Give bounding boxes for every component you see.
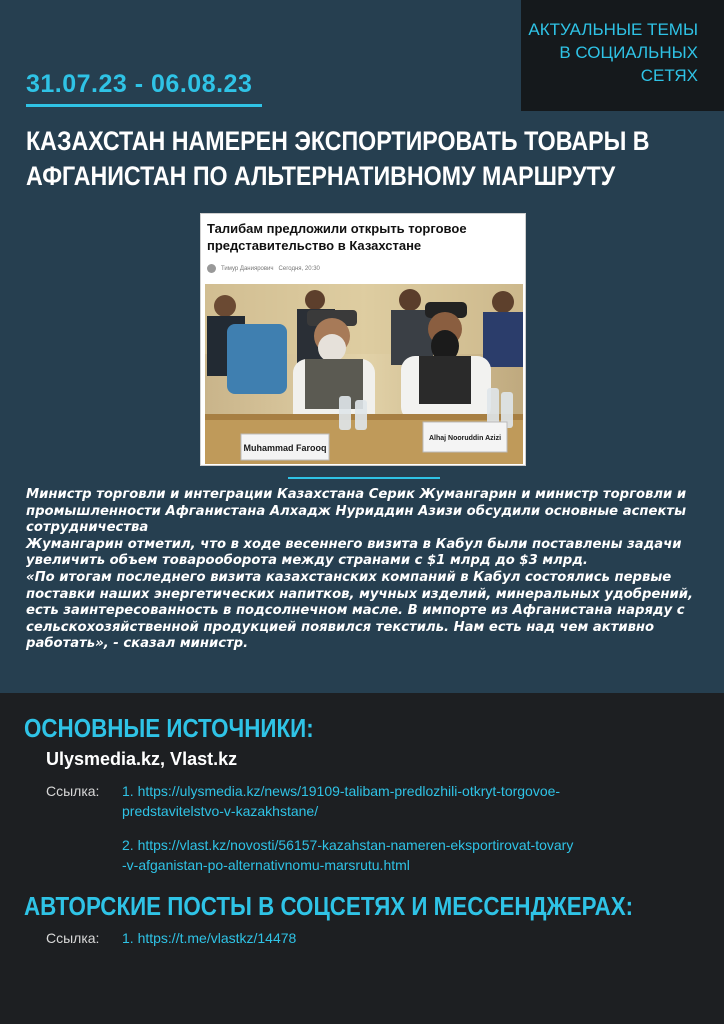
news-time: Сегодня, 20:30 (278, 265, 320, 272)
author-posts-title: АВТОРСКИЕ ПОСТЫ В СОЦСЕТЯХ И МЕССЕНДЖЕРАХ: (24, 891, 634, 921)
sources-title: ОСНОВНЫЕ ИСТОЧНИКИ: (24, 713, 314, 743)
source-link-1-line-1[interactable]: 1. https://ulysmedia.kz/news/19109-talibam-predlozhili-otkryt-torgovoe- (122, 783, 561, 799)
nameplate-right: Alhaj Nooruddin Azizi (428, 435, 502, 442)
badge-line-2: В СОЦИАЛЬНЫХ (559, 43, 698, 62)
news-title: Талибам предложили открыть торговое представительство в Казахстане (207, 221, 467, 253)
badge-line-3: СЕТЯХ (640, 66, 698, 85)
headline: КАЗАХСТАН НАМЕРЕН ЭКСПОРТИРОВАТЬ ТОВАРЫ В АФГАНИСТАН ПО АЛЬТЕРНАТИВНОМУ МАРШРУТУ (26, 126, 650, 191)
news-screenshot (200, 213, 526, 466)
date-underline (26, 104, 262, 107)
date-range: 31.07.23 - 06.08.23 (26, 70, 253, 98)
topics-badge (521, 0, 724, 111)
body-paragraph-1: Министр торговли и интеграции Казахстана Серик Жумангарин и министр торговли и промышленности Афганистана Алхадж Нуриддин Азизи обсудили основные аспекты сотрудничества (26, 487, 687, 536)
sources-names: Ulysmedia.kz, Vlast.kz (46, 749, 238, 769)
source-link-1-line-2[interactable]: predstavitelstvo-v-kazakhstane/ (122, 803, 319, 819)
news-meta (207, 264, 320, 273)
source-link-2[interactable] (122, 835, 573, 875)
article-body (26, 487, 716, 653)
meeting-photo (205, 284, 523, 464)
body-paragraph-2: Жумангарин отметил, что в ходе весеннего визита в Кабул были поставлены задачи увеличить объем товарооборота между странами с $1 млрд до $3 млрд. (26, 536, 682, 569)
badge-line-1: АКТУАЛЬНЫЕ ТЕМЫ (528, 20, 698, 39)
author-posts-link-label: Ссылка: (46, 930, 100, 946)
news-photo (205, 284, 523, 464)
divider-line (288, 477, 440, 479)
source-link-2-line-2[interactable]: -v-afganistan-po-alternativnomu-marsrutu.html (122, 857, 410, 873)
news-author: Тимур Данияpович (221, 265, 274, 272)
source-link-2-line-1[interactable]: 2. https://vlast.kz/novosti/56157-kazahstan-nameren-eksportirovat-tovary (122, 837, 574, 853)
author-post-link-1[interactable]: 1. https://t.me/vlastkz/14478 (122, 930, 297, 946)
author-avatar-icon (207, 264, 216, 273)
body-paragraph-3: «По итогам последнего визита казахстанских компаний в Кабул состоялись первые поставки наших энергетических напитков, мучных изделий, минеральных удобрений, есть заинтересованность в подсолнечном масле. В импорте из Афганистана наряду с сельскохозяйственной продукцией появился текстиль. Нам есть над чем активно работать», - сказал министр. (26, 569, 693, 652)
nameplate-left: Muhammad Farooq (243, 443, 327, 453)
source-link-1[interactable] (122, 781, 560, 821)
sources-link-label: Ссылка: (46, 783, 100, 799)
